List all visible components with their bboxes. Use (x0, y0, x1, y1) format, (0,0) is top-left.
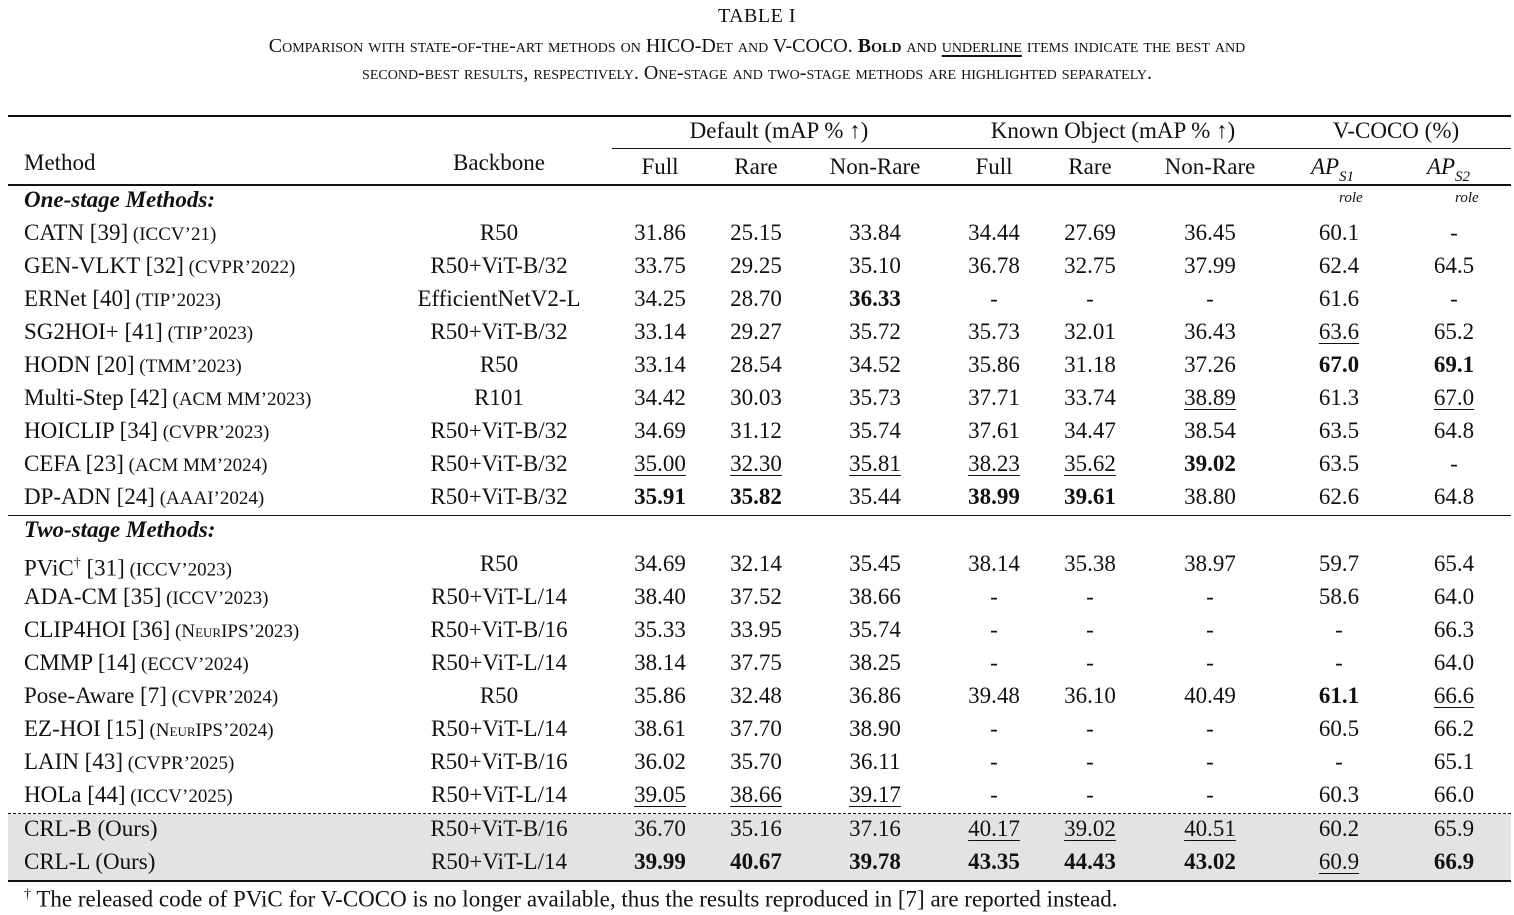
header-ap-s2: AP S2 role (1426, 154, 1479, 206)
value-cell: 60.3 (1318, 782, 1360, 807)
value-cell: 61.3 (1318, 385, 1360, 410)
value-cell: 38.25 (849, 650, 901, 675)
method-cell (24, 780, 233, 810)
value-cell: 34.69 (634, 551, 686, 576)
value-cell: 31.86 (634, 220, 686, 245)
method-cell (24, 350, 242, 380)
method-venue: (AAAI’2024) (154, 488, 265, 509)
value-cell: 34.44 (968, 220, 1020, 245)
backbone-cell: R50+ViT-B/16 (430, 617, 568, 642)
caption-line-2: second-best results, respectively. One-stage and two-stage methods are highlighted separately. (362, 62, 1152, 84)
value-cell: 27.69 (1064, 220, 1116, 245)
header-known-full: Full (975, 154, 1013, 179)
backbone-cell: R50+ViT-L/14 (431, 584, 567, 609)
value-cell: 31.12 (730, 418, 782, 443)
header-known-object-group: Known Object (mAP % ↑) (990, 118, 1236, 143)
value-cell: 37.52 (730, 584, 782, 609)
value-cell: - (990, 650, 998, 675)
value-cell: - (1450, 286, 1458, 311)
value-cell: 43.35 (968, 849, 1020, 874)
backbone-cell: R50+ViT-B/16 (430, 749, 568, 774)
value-cell: 39.99 (634, 849, 686, 874)
method-name: EZ-HOI [15] (24, 716, 145, 741)
value-cell: 34.42 (634, 385, 686, 410)
value-cell: 35.00 (634, 451, 686, 476)
value-cell: 35.74 (849, 418, 901, 443)
value-cell: 37.70 (730, 716, 782, 741)
value-cell: 63.6 (1318, 319, 1360, 344)
method-name: CRL-B (Ours) (24, 816, 158, 841)
group-rule (612, 148, 1511, 149)
value-cell: 35.70 (730, 749, 782, 774)
method-cell (24, 648, 249, 678)
value-cell: 35.82 (730, 484, 782, 509)
method-venue: (ACM MM’2023) (167, 389, 312, 410)
dagger-mark: † (73, 556, 81, 571)
method-cell (24, 615, 299, 645)
backbone-cell: R50+ViT-L/14 (431, 782, 567, 807)
method-name: SG2HOI+ [41] (24, 319, 163, 344)
value-cell: 39.48 (968, 683, 1020, 708)
method-name: ADA-CM [35] (24, 584, 162, 609)
value-cell: 64.0 (1433, 650, 1475, 675)
backbone-cell: R50+ViT-B/32 (430, 319, 568, 344)
value-cell: 30.03 (730, 385, 782, 410)
value-cell: 33.95 (730, 617, 782, 642)
value-cell: 39.02 (1184, 451, 1236, 476)
header-rule (8, 184, 1511, 186)
method-cell (24, 317, 253, 347)
value-cell: 61.6 (1318, 286, 1360, 311)
value-cell: 35.33 (634, 617, 686, 642)
method-ref: [31] (80, 555, 125, 581)
value-cell: 38.99 (968, 484, 1020, 509)
value-cell: - (1086, 716, 1094, 741)
value-cell: 38.14 (634, 650, 686, 675)
value-cell: 38.40 (634, 584, 686, 609)
value-cell: - (990, 584, 998, 609)
method-name: CATN [39] (24, 220, 129, 245)
value-cell: 44.43 (1064, 849, 1116, 874)
value-cell: 32.30 (730, 451, 782, 476)
backbone-cell: R50+ViT-B/16 (430, 816, 568, 841)
value-cell: 35.86 (968, 352, 1020, 377)
value-cell: - (1206, 584, 1214, 609)
value-cell: 66.2 (1433, 716, 1475, 741)
value-cell: 35.44 (849, 484, 901, 509)
value-cell: 66.6 (1433, 683, 1475, 708)
value-cell: - (1206, 617, 1214, 642)
value-cell: 25.15 (730, 220, 782, 245)
header-method: Method (24, 150, 96, 175)
backbone-cell: R50 (479, 352, 519, 377)
value-cell: 36.33 (849, 286, 901, 311)
value-cell: 32.75 (1064, 253, 1116, 278)
value-cell: 38.90 (849, 716, 901, 741)
value-cell: 32.48 (730, 683, 782, 708)
footnote: † The released code of PViC for V-COCO is no longer available, thus the results reproduced in [7] are reported instead. (24, 886, 1118, 912)
value-cell: 38.23 (968, 451, 1020, 476)
value-cell: 33.14 (634, 352, 686, 377)
value-cell: 66.9 (1433, 849, 1475, 874)
header-known-nonrare: Non-Rare (1164, 154, 1256, 179)
value-cell: 35.73 (968, 319, 1020, 344)
value-cell: 59.7 (1318, 551, 1360, 576)
header-backbone: Backbone (453, 150, 545, 175)
value-cell: 35.73 (849, 385, 901, 410)
value-cell: 67.0 (1318, 352, 1360, 377)
value-cell: 35.16 (730, 816, 782, 841)
value-cell: 63.5 (1318, 418, 1360, 443)
method-cell (24, 449, 267, 479)
value-cell: 34.25 (634, 286, 686, 311)
value-cell: 38.89 (1184, 385, 1236, 410)
value-cell: 60.5 (1318, 716, 1360, 741)
value-cell: - (1450, 220, 1458, 245)
value-cell: - (1206, 286, 1214, 311)
caption-line-1: Comparison with state-of-the-art methods on HICO-Det and V-COCO. Bold and underline items indicate the best and (268, 35, 1246, 57)
value-cell: 37.61 (968, 418, 1020, 443)
value-cell: - (1450, 451, 1458, 476)
value-cell: 39.17 (849, 782, 901, 807)
method-cell (24, 681, 278, 711)
value-cell: 35.38 (1064, 551, 1116, 576)
value-cell: 34.52 (849, 352, 901, 377)
value-cell: 29.27 (730, 319, 782, 344)
value-cell: 38.54 (1184, 418, 1236, 443)
header-vcoco-group: V-COCO (%) (1332, 118, 1460, 143)
value-cell: - (1086, 650, 1094, 675)
value-cell: 64.8 (1433, 418, 1475, 443)
value-cell: 66.3 (1433, 617, 1475, 642)
value-cell: 66.0 (1433, 782, 1475, 807)
method-cell (24, 416, 269, 446)
method-name: HOLa [44] (24, 782, 126, 807)
value-cell: 40.17 (968, 816, 1020, 841)
backbone-cell: R50+ViT-L/14 (431, 849, 567, 874)
value-cell: 37.75 (730, 650, 782, 675)
value-cell: 36.70 (634, 816, 686, 841)
value-cell: 37.99 (1184, 253, 1236, 278)
method-cell (24, 218, 216, 248)
value-cell: 36.86 (849, 683, 901, 708)
value-cell: 35.91 (634, 484, 686, 509)
method-name: HOICLIP [34] (24, 418, 158, 443)
value-cell: - (1086, 749, 1094, 774)
method-venue: (CVPR’2022) (183, 257, 296, 278)
value-cell: 28.54 (730, 352, 782, 377)
backbone-cell: R50+ViT-L/14 (431, 650, 567, 675)
value-cell: 33.75 (634, 253, 686, 278)
backbone-cell: R101 (474, 385, 524, 410)
value-cell: 34.69 (634, 418, 686, 443)
method-venue: (ICCV’2023) (124, 559, 232, 581)
method-name: CEFA [23] (24, 451, 124, 476)
value-cell: 34.47 (1064, 418, 1116, 443)
value-cell: 35.81 (849, 451, 901, 476)
value-cell: 40.49 (1184, 683, 1236, 708)
method-venue: (CVPR’2024) (166, 687, 279, 708)
value-cell: 35.74 (849, 617, 901, 642)
value-cell: 35.72 (849, 319, 901, 344)
value-cell: 36.45 (1184, 220, 1236, 245)
value-cell: 62.6 (1318, 484, 1360, 509)
header-known-rare: Rare (1068, 154, 1112, 179)
value-cell: 64.0 (1433, 584, 1475, 609)
value-cell: 69.1 (1433, 352, 1475, 377)
value-cell: 38.66 (849, 584, 901, 609)
header-ap-s1: AP S1 role (1310, 154, 1363, 206)
value-cell: 62.4 (1318, 253, 1360, 278)
value-cell: 65.9 (1433, 816, 1475, 841)
method-name: GEN-VLKT [32] (24, 253, 184, 278)
method-name: Multi-Step [42] (24, 385, 168, 410)
method-name: CRL-L (Ours) (24, 849, 156, 874)
value-cell: 43.02 (1184, 849, 1236, 874)
method-venue: (ICCV’2025) (125, 786, 233, 807)
value-cell: 37.26 (1184, 352, 1236, 377)
value-cell: 32.01 (1064, 319, 1116, 344)
value-cell: 40.67 (730, 849, 782, 874)
method-cell (24, 549, 232, 579)
value-cell: - (1206, 782, 1214, 807)
value-cell: 65.4 (1433, 551, 1475, 576)
method-venue: (ACM MM’2024) (123, 455, 268, 476)
value-cell: 29.25 (730, 253, 782, 278)
method-venue: (CVPR’2025) (123, 753, 235, 774)
method-cell (24, 482, 264, 512)
method-venue: (TIP’2023) (162, 323, 254, 344)
method-venue: (TMM’2023) (134, 356, 242, 377)
value-cell: 35.45 (849, 551, 901, 576)
value-cell: 38.97 (1184, 551, 1236, 576)
section-rule (8, 515, 1511, 516)
method-venue: (CVPR’2023) (157, 422, 270, 443)
backbone-cell: R50 (479, 683, 519, 708)
method-cell (24, 582, 269, 612)
backbone-cell: R50 (479, 551, 519, 576)
value-cell: 35.62 (1064, 451, 1116, 476)
value-cell: 61.1 (1318, 683, 1360, 708)
value-cell: 38.66 (730, 782, 782, 807)
value-cell: - (990, 286, 998, 311)
method-venue: (ICCV’21) (128, 224, 217, 245)
value-cell: 28.70 (730, 286, 782, 311)
backbone-cell: EfficientNetV2-L (417, 286, 581, 311)
value-cell: 60.2 (1318, 816, 1360, 841)
method-venue: (NeurIPS’2023) (170, 621, 300, 642)
value-cell: 60.9 (1318, 849, 1360, 874)
value-cell: 35.10 (849, 253, 901, 278)
value-cell: 36.43 (1184, 319, 1236, 344)
method-cell (24, 383, 311, 413)
section-one-stage: One-stage Methods: (24, 187, 216, 212)
method-name: LAIN [43] (24, 749, 123, 774)
value-cell: 38.80 (1184, 484, 1236, 509)
backbone-cell: R50+ViT-B/32 (430, 253, 568, 278)
method-cell (24, 747, 234, 777)
header-default-group: Default (mAP % ↑) (689, 118, 869, 143)
value-cell: 39.02 (1064, 816, 1116, 841)
value-cell: 67.0 (1433, 385, 1475, 410)
method-venue: (NeurIPS’2024) (144, 720, 274, 741)
value-cell: 63.5 (1318, 451, 1360, 476)
value-cell: 39.61 (1064, 484, 1116, 509)
value-cell: 64.8 (1433, 484, 1475, 509)
header-default-nonrare: Non-Rare (829, 154, 921, 179)
backbone-cell: R50+ViT-B/32 (430, 418, 568, 443)
value-cell: 58.6 (1318, 584, 1360, 609)
method-name: Pose-Aware [7] (24, 683, 167, 708)
method-name: PViC (24, 555, 74, 581)
value-cell: - (1335, 650, 1343, 675)
value-cell: 36.11 (849, 749, 901, 774)
value-cell: - (1206, 716, 1214, 741)
method-cell (24, 251, 295, 281)
value-cell: - (1206, 650, 1214, 675)
backbone-cell: R50 (479, 220, 519, 245)
value-cell: - (1086, 782, 1094, 807)
backbone-cell: R50+ViT-B/32 (430, 484, 568, 509)
table-label: TABLE I (718, 5, 796, 27)
value-cell: - (1206, 749, 1214, 774)
value-cell: 33.74 (1064, 385, 1116, 410)
value-cell: 36.02 (634, 749, 686, 774)
value-cell: - (1086, 286, 1094, 311)
value-cell: 38.14 (968, 551, 1020, 576)
value-cell: 37.71 (968, 385, 1020, 410)
method-cell (24, 714, 274, 744)
value-cell: 65.1 (1433, 749, 1475, 774)
value-cell: - (1086, 584, 1094, 609)
value-cell: 65.2 (1433, 319, 1475, 344)
value-cell: - (1335, 749, 1343, 774)
value-cell: 38.61 (634, 716, 686, 741)
method-cell (24, 814, 158, 844)
value-cell: - (990, 782, 998, 807)
value-cell: 39.05 (634, 782, 686, 807)
backbone-cell: R50+ViT-B/32 (430, 451, 568, 476)
value-cell: - (990, 617, 998, 642)
value-cell: 33.84 (849, 220, 901, 245)
method-name: CMMP [14] (24, 650, 137, 675)
method-venue: (ICCV’2023) (161, 588, 269, 609)
header-default-full: Full (641, 154, 679, 179)
value-cell: - (1086, 617, 1094, 642)
value-cell: 35.86 (634, 683, 686, 708)
value-cell: 60.1 (1318, 220, 1360, 245)
value-cell: - (990, 749, 998, 774)
method-name: DP-ADN [24] (24, 484, 155, 509)
method-venue: (ECCV’2024) (136, 654, 249, 675)
method-cell (24, 284, 221, 314)
value-cell: 37.16 (849, 816, 901, 841)
table-caption (0, 33, 1514, 87)
value-cell: 36.10 (1064, 683, 1116, 708)
method-cell (24, 847, 155, 877)
value-cell: 64.5 (1433, 253, 1475, 278)
header-default-rare: Rare (734, 154, 778, 179)
method-name: ERNet [40] (24, 286, 131, 311)
backbone-cell: R50+ViT-L/14 (431, 716, 567, 741)
method-name: HODN [20] (24, 352, 135, 377)
value-cell: 33.14 (634, 319, 686, 344)
section-two-stage: Two-stage Methods: (24, 517, 216, 542)
method-venue: (TIP’2023) (130, 290, 221, 311)
value-cell: 39.78 (849, 849, 901, 874)
value-cell: 31.18 (1064, 352, 1116, 377)
value-cell: - (990, 716, 998, 741)
method-name: CLIP4HOI [36] (24, 617, 171, 642)
value-cell: - (1335, 617, 1343, 642)
value-cell: 32.14 (730, 551, 782, 576)
value-cell: 36.78 (968, 253, 1020, 278)
value-cell: 40.51 (1184, 816, 1236, 841)
